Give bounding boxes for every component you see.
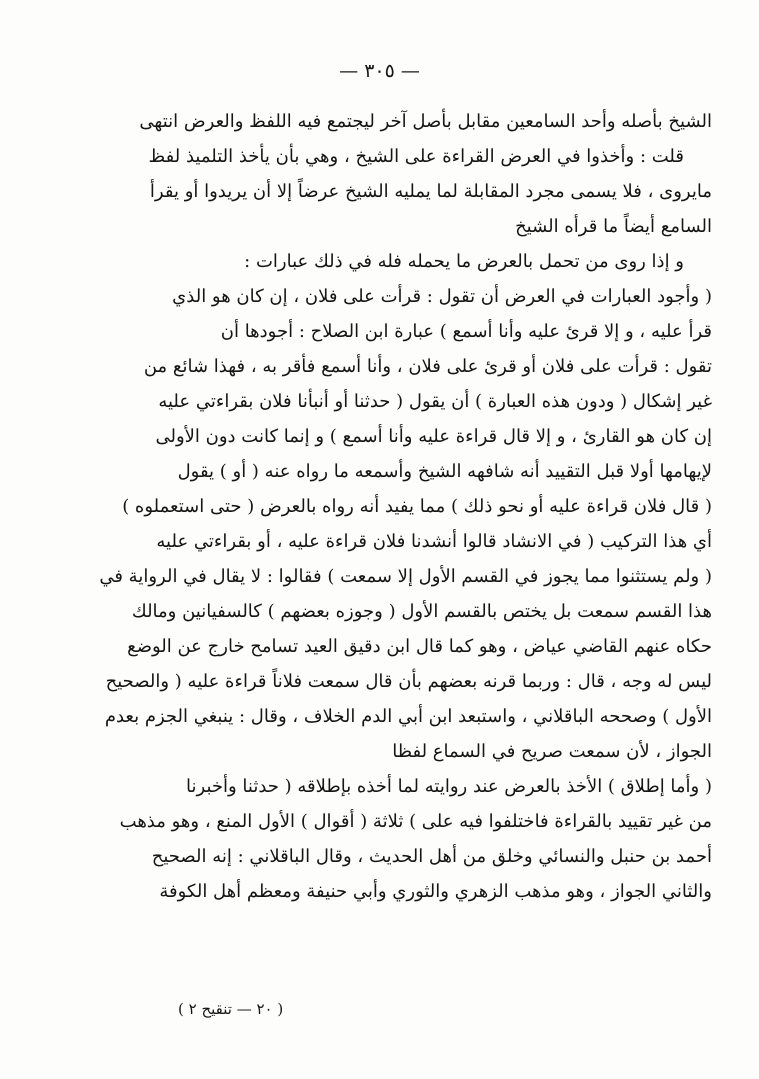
text-line: لإيهامها أولا قبل التقييد أنه شافهه الشيخ وأسمعه ما رواه عنه ( أو ) يقول: [177, 461, 712, 482]
text-line: غير إشكال ( ودون هذه العبارة ) أن يقول ( حدثنا أو أنبأنا فلان بقراءتي عليه: [158, 391, 712, 412]
body-text: [48, 104, 712, 909]
page-number: — ٣٠٥ —: [339, 60, 420, 82]
text-line: السامع أيضاً ما قرأه الشيخ: [515, 216, 712, 237]
text-line: قرأ عليه ، و إلا قرئ عليه وأنا أسمع ) عبارة ابن الصلاح : أجودها أن: [220, 321, 712, 342]
signature-mark: ( ٢٠ — تنقيح ٢ ): [178, 1000, 284, 1018]
text-line: من غير تقييد بالقراءة فاختلفوا فيه على ) ثلاثة ( أقوال ) الأول المنع ، وهو مذهب: [119, 811, 712, 832]
text-line: ليس له وجه ، قال : وربما قرنه بعضهم بأن قال سمعت فلاناً قراءة عليه ( والصحيح: [105, 671, 712, 692]
text-line: حكاه عنهم القاضي عياض ، وهو كما قال ابن دقيق العيد تسامح خارج عن الوضع: [127, 636, 712, 657]
text-line: ( وأما إطلاق ) الأخذ بالعرض عند روايته لما أخذه بإطلاقه ( حدثنا وأخبرنا: [186, 776, 712, 797]
text-line: ( وأجود العبارات في العرض أن تقول : قرأت على فلان ، إن كان هو الذي: [172, 286, 712, 307]
text-line: مايروى ، فلا يسمى مجرد المقابلة لما يمليه الشيخ عرضاً إلا أن يريدوا أو يقرأ: [149, 181, 712, 202]
text-line: الأول ) وصححه الباقلاني ، واستبعد ابن أبي الدم الخلاف ، وقال : ينبغي الجزم بعدم: [104, 706, 712, 727]
text-line: أحمد بن حنبل والنسائي وخلق من أهل الحديث ، وقال الباقلاني : إنه الصحيح: [151, 846, 712, 867]
text-line: الشيخ بأصله وأحد السامعين مقابل بأصل آخر ليجتمع فيه اللفظ والعرض انتهى: [139, 111, 712, 132]
text-line: قلت : وأخذوا في العرض القراءة على الشيخ ، وهي بأن يأخذ التلميذ لفظ: [148, 146, 684, 167]
text-line: والثاني الجواز ، وهو مذهب الزهري والثوري وأبي حنيفة ومعظم أهل الكوفة: [159, 881, 712, 902]
text-line: هذا القسم سمعت بل يختص بالقسم الأول ( وجوزه بعضهم ) كالسفيانين ومالك: [131, 601, 712, 622]
text-line: الجواز ، لأن سمعت صريح في السماع لفظا: [392, 741, 712, 762]
text-line: و إذا روى من تحمل بالعرض ما يحمله فله في ذلك عبارات :: [244, 251, 684, 272]
text-line: ( قال فلان قراءة عليه أو نحو ذلك ) مما يفيد أنه رواه بالعرض ( حتى استعملوه ): [122, 496, 712, 517]
text-line: أي هذا التركيب ( في الانشاد قالوا أنشدنا فلان قراءة عليه ، أو بقراءتي عليه: [156, 531, 712, 552]
text-line: ( ولم يستثنوا مما يجوز في القسم الأول إلا سمعت ) فقالوا : لا يقال في الرواية في: [99, 566, 712, 587]
text-line: إن كان هو القارئ ، و إلا قال قراءة عليه وأنا أسمع ) و إنما كانت دون الأولى: [155, 426, 712, 447]
text-line: تقول : قرأت على فلان أو قرئ على فلان ، وأنا أسمع فأقر به ، فهذا شائع من: [143, 356, 712, 377]
